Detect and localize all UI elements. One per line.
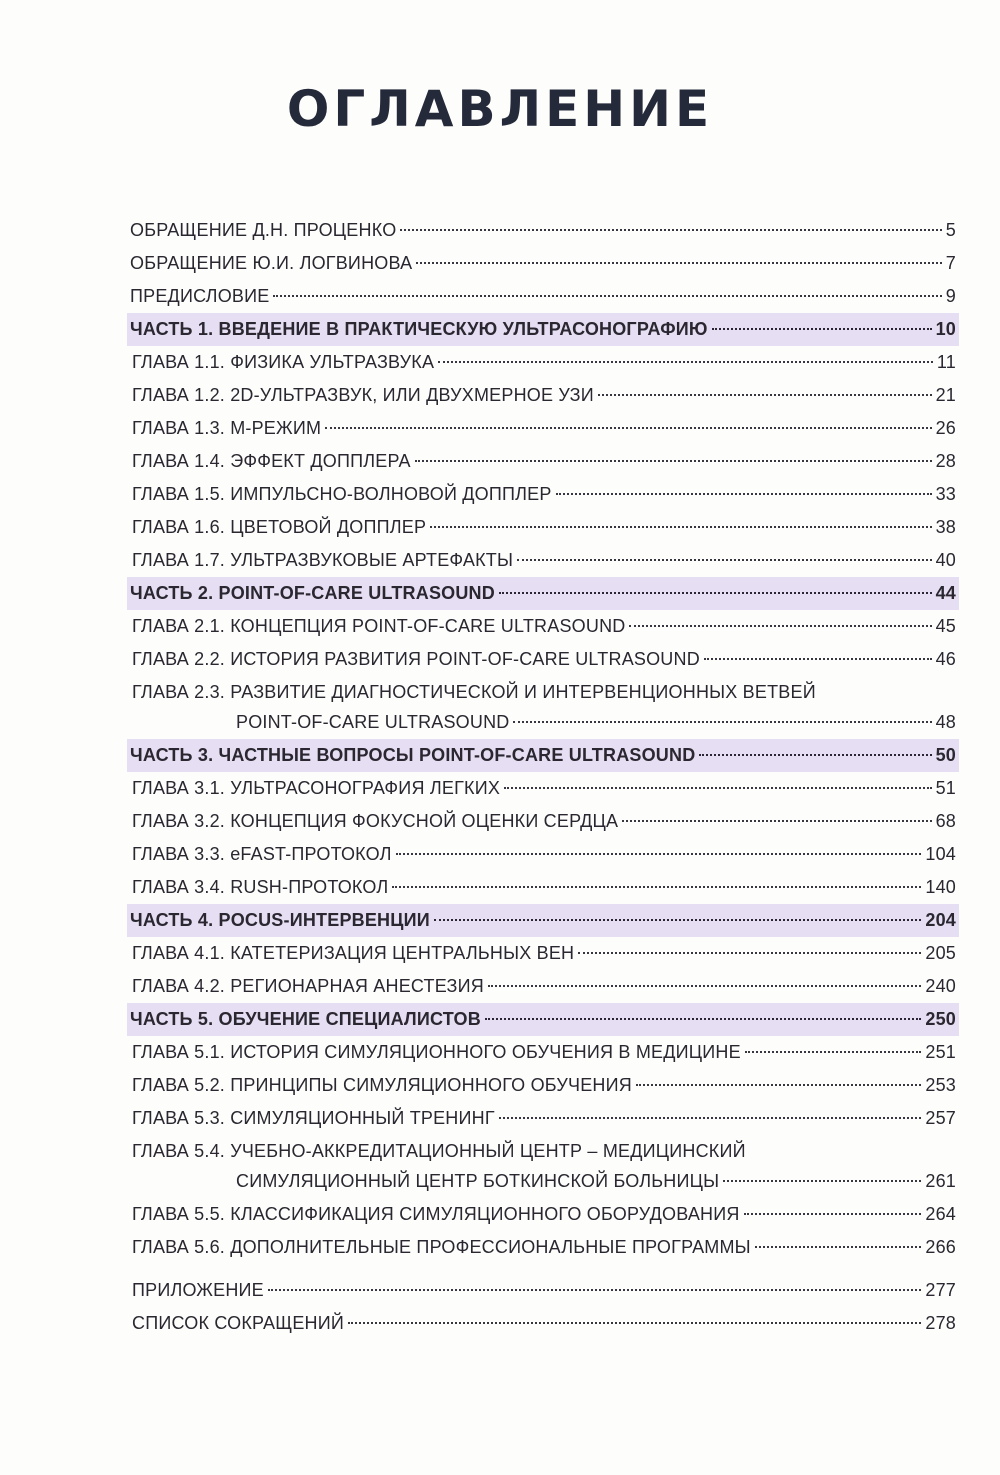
toc-page-number: 50: [935, 745, 956, 765]
dot-leader: [400, 229, 941, 231]
dot-leader: [396, 853, 922, 855]
dot-leader: [415, 460, 932, 462]
toc-part-5[interactable]: [127, 1003, 959, 1036]
toc-page-number: 46: [935, 649, 956, 669]
toc-page-number: 45: [935, 616, 956, 636]
dot-leader: [704, 658, 932, 660]
dot-leader: [513, 721, 931, 723]
dot-leader: [629, 625, 931, 627]
toc-chapter-5-5[interactable]: [130, 1198, 956, 1231]
dot-leader: [622, 820, 931, 822]
dot-leader: [578, 952, 921, 954]
toc-chapter-5-1[interactable]: [130, 1036, 956, 1069]
toc-entry-abbreviations[interactable]: [130, 1307, 956, 1340]
toc-page-number: 257: [925, 1108, 956, 1128]
toc-chapter-2-1[interactable]: [130, 610, 956, 643]
toc-page-number: 11: [936, 352, 956, 372]
toc-chapter-label: ГЛАВА 3.2. КОНЦЕПЦИЯ ФОКУСНОЙ ОЦЕНКИ СЕРДЦА: [132, 811, 619, 831]
toc-part-4[interactable]: [127, 904, 959, 937]
toc-chapter-label: ГЛАВА 3.4. RUSH-ПРОТОКОЛ: [132, 877, 389, 897]
dot-leader: [325, 427, 931, 429]
dot-leader: [712, 328, 932, 330]
toc-entry-appeal-protsenko[interactable]: [130, 214, 956, 247]
toc-page-number: 104: [925, 844, 956, 864]
toc-part-3[interactable]: [127, 739, 959, 772]
spacer: [130, 1264, 956, 1274]
toc-chapter-5-6[interactable]: [130, 1231, 956, 1264]
page-title: ОГЛАВЛЕНИЕ: [286, 80, 714, 138]
toc-page-number: 266: [925, 1237, 956, 1257]
toc-chapter-1-2[interactable]: [130, 379, 956, 412]
toc-page-number: 278: [925, 1313, 956, 1333]
dot-leader: [755, 1246, 922, 1248]
dot-leader: [416, 262, 941, 264]
toc-chapter-5-4-continuation[interactable]: [130, 1165, 956, 1198]
dot-leader: [745, 1051, 922, 1053]
toc-entry-label: СПИСОК СОКРАЩЕНИЙ: [132, 1313, 345, 1333]
toc-chapter-5-2[interactable]: [130, 1069, 956, 1102]
toc-chapter-4-1[interactable]: [130, 937, 956, 970]
toc-chapter-3-4[interactable]: [130, 871, 956, 904]
dot-leader: [723, 1180, 921, 1182]
toc-chapter-label: ГЛАВА 5.4. УЧЕБНО-АККРЕДИТАЦИОННЫЙ ЦЕНТР – МЕДИЦИНСКИЙ: [132, 1141, 746, 1161]
dot-leader: [268, 1289, 921, 1291]
toc-chapter-label: ГЛАВА 1.3. М-РЕЖИМ: [132, 418, 322, 438]
dot-leader: [273, 295, 941, 297]
toc-chapter-label: ГЛАВА 4.1. КАТЕТЕРИЗАЦИЯ ЦЕНТРАЛЬНЫХ ВЕН: [132, 943, 575, 963]
dot-leader: [699, 754, 931, 756]
dot-leader: [499, 1117, 922, 1119]
toc-entry-label: ОБРАЩЕНИЕ Д.Н. ПРОЦЕНКО: [130, 220, 397, 240]
toc-chapter-label: ГЛАВА 1.7. УЛЬТРАЗВУКОВЫЕ АРТЕФАКТЫ: [132, 550, 514, 570]
toc-chapter-label: ГЛАВА 3.1. УЛЬТРАСОНОГРАФИЯ ЛЕГКИХ: [132, 778, 501, 798]
toc-chapter-3-1[interactable]: [130, 772, 956, 805]
toc-entry-label: ОБРАЩЕНИЕ Ю.И. ЛОГВИНОВА: [130, 253, 413, 273]
toc-chapter-1-7[interactable]: [130, 544, 956, 577]
toc-part-label: ЧАСТЬ 1. ВВЕДЕНИЕ В ПРАКТИЧЕСКУЮ УЛЬТРАСОНОГРАФИЮ: [130, 319, 708, 339]
toc-page-number: 250: [925, 1009, 956, 1029]
toc-part-2[interactable]: [127, 577, 959, 610]
table-of-contents: [130, 214, 956, 1340]
toc-chapter-label: ГЛАВА 1.5. ИМПУЛЬСНО-ВОЛНОВОЙ ДОППЛЕР: [132, 484, 552, 504]
toc-chapter-label: ГЛАВА 4.2. РЕГИОНАРНАЯ АНЕСТЕЗИЯ: [132, 976, 484, 996]
toc-page-number: 38: [935, 517, 956, 537]
toc-entry-label: ПРИЛОЖЕНИЕ: [132, 1280, 264, 1300]
dot-leader: [488, 985, 921, 987]
toc-chapter-1-3[interactable]: [130, 412, 956, 445]
toc-page-number: 44: [935, 583, 956, 603]
toc-chapter-label: ГЛАВА 1.1. ФИЗИКА УЛЬТРАЗВУКА: [132, 352, 435, 372]
toc-part-1[interactable]: [127, 313, 959, 346]
toc-page-number: 261: [925, 1171, 956, 1191]
toc-chapter-label: ГЛАВА 1.6. ЦВЕТОВОЙ ДОППЛЕР: [132, 517, 427, 537]
toc-page-number: 253: [925, 1075, 956, 1095]
toc-chapter-1-1[interactable]: [130, 346, 956, 379]
toc-part-label: ЧАСТЬ 4. POCUS-ИНТЕРВЕНЦИИ: [130, 910, 430, 930]
toc-chapter-2-2[interactable]: [130, 643, 956, 676]
toc-chapter-label: ГЛАВА 2.1. КОНЦЕПЦИЯ POINT-OF-CARE ULTRASOUND: [132, 616, 626, 636]
toc-chapter-label: ГЛАВА 2.2. ИСТОРИЯ РАЗВИТИЯ POINT-OF-CARE ULTRASOUND: [132, 649, 700, 669]
toc-page-number: 140: [925, 877, 956, 897]
dot-leader: [348, 1322, 921, 1324]
dot-leader: [517, 559, 931, 561]
toc-page-number: 5: [945, 220, 956, 240]
toc-chapter-label-continuation: СИМУЛЯЦИОННЫЙ ЦЕНТР БОТКИНСКОЙ БОЛЬНИЦЫ: [236, 1171, 720, 1191]
dot-leader: [744, 1213, 922, 1215]
toc-chapter-label: ГЛАВА 5.2. ПРИНЦИПЫ СИМУЛЯЦИОННОГО ОБУЧЕНИЯ: [132, 1075, 632, 1095]
toc-page-number: 9: [945, 286, 956, 306]
toc-page-number: 28: [935, 451, 956, 471]
dot-leader: [430, 526, 931, 528]
toc-chapter-label-continuation: POINT-OF-CARE ULTRASOUND: [236, 712, 510, 732]
toc-page-number: 10: [935, 319, 956, 339]
toc-chapter-5-4[interactable]: [130, 1135, 956, 1165]
toc-page-number: 204: [925, 910, 956, 930]
toc-page-number: 277: [925, 1280, 956, 1300]
dot-leader: [438, 361, 933, 363]
toc-page-number: 51: [935, 778, 956, 798]
toc-page-number: 26: [935, 418, 956, 438]
toc-entry-appendix[interactable]: [130, 1274, 956, 1307]
toc-page-number: 21: [935, 385, 956, 405]
toc-page-number: 264: [925, 1204, 956, 1224]
toc-chapter-label: ГЛАВА 2.3. РАЗВИТИЕ ДИАГНОСТИЧЕСКОЙ И ИНТЕРВЕНЦИОННЫХ ВЕТВЕЙ: [132, 682, 816, 702]
toc-entry-preface[interactable]: [130, 280, 956, 313]
dot-leader: [499, 592, 932, 594]
toc-part-label: ЧАСТЬ 5. ОБУЧЕНИЕ СПЕЦИАЛИСТОВ: [130, 1009, 481, 1029]
toc-chapter-5-3[interactable]: [130, 1102, 956, 1135]
toc-entry-appeal-logvinov[interactable]: [130, 247, 956, 280]
toc-chapter-4-2[interactable]: [130, 970, 956, 1003]
toc-chapter-2-3[interactable]: [130, 676, 956, 706]
toc-page-number: 40: [935, 550, 956, 570]
toc-page-number: 48: [935, 712, 956, 732]
toc-chapter-1-4[interactable]: [130, 445, 956, 478]
dot-leader: [598, 394, 932, 396]
toc-chapter-3-3[interactable]: [130, 838, 956, 871]
toc-chapter-label: ГЛАВА 1.2. 2D-УЛЬТРАЗВУК, ИЛИ ДВУХМЕРНОЕ УЗИ: [132, 385, 594, 405]
toc-part-label: ЧАСТЬ 3. ЧАСТНЫЕ ВОПРОСЫ POINT-OF-CARE ULTRASOUND: [130, 745, 696, 765]
toc-chapter-1-6[interactable]: [130, 511, 956, 544]
toc-chapter-label: ГЛАВА 5.3. СИМУЛЯЦИОННЫЙ ТРЕНИНГ: [132, 1108, 495, 1128]
toc-page-number: 240: [925, 976, 956, 996]
toc-chapter-label: ГЛАВА 5.6. ДОПОЛНИТЕЛЬНЫЕ ПРОФЕССИОНАЛЬНЫЕ ПРОГРАММЫ: [132, 1237, 751, 1257]
toc-entry-label: ПРЕДИСЛОВИЕ: [130, 286, 270, 306]
toc-chapter-2-3-continuation[interactable]: [130, 706, 956, 739]
dot-leader: [636, 1084, 921, 1086]
dot-leader: [485, 1018, 921, 1020]
dot-leader: [392, 886, 921, 888]
dot-leader: [556, 493, 932, 495]
toc-page-number: 251: [925, 1042, 956, 1062]
dot-leader: [434, 919, 921, 921]
toc-chapter-3-2[interactable]: [130, 805, 956, 838]
toc-page-number: 7: [945, 253, 956, 273]
toc-page-number: 68: [935, 811, 956, 831]
toc-chapter-1-5[interactable]: [130, 478, 956, 511]
toc-page-number: 205: [925, 943, 956, 963]
toc-chapter-label: ГЛАВА 1.4. ЭФФЕКТ ДОППЛЕРА: [132, 451, 411, 471]
toc-chapter-label: ГЛАВА 3.3. eFAST-ПРОТОКОЛ: [132, 844, 392, 864]
toc-chapter-label: ГЛАВА 5.5. КЛАССИФИКАЦИЯ СИМУЛЯЦИОННОГО ОБОРУДОВАНИЯ: [132, 1204, 740, 1224]
toc-page-number: 33: [935, 484, 956, 504]
dot-leader: [504, 787, 932, 789]
toc-chapter-label: ГЛАВА 5.1. ИСТОРИЯ СИМУЛЯЦИОННОГО ОБУЧЕНИЯ В МЕДИЦИНЕ: [132, 1042, 741, 1062]
toc-part-label: ЧАСТЬ 2. POINT-OF-CARE ULTRASOUND: [130, 583, 495, 603]
